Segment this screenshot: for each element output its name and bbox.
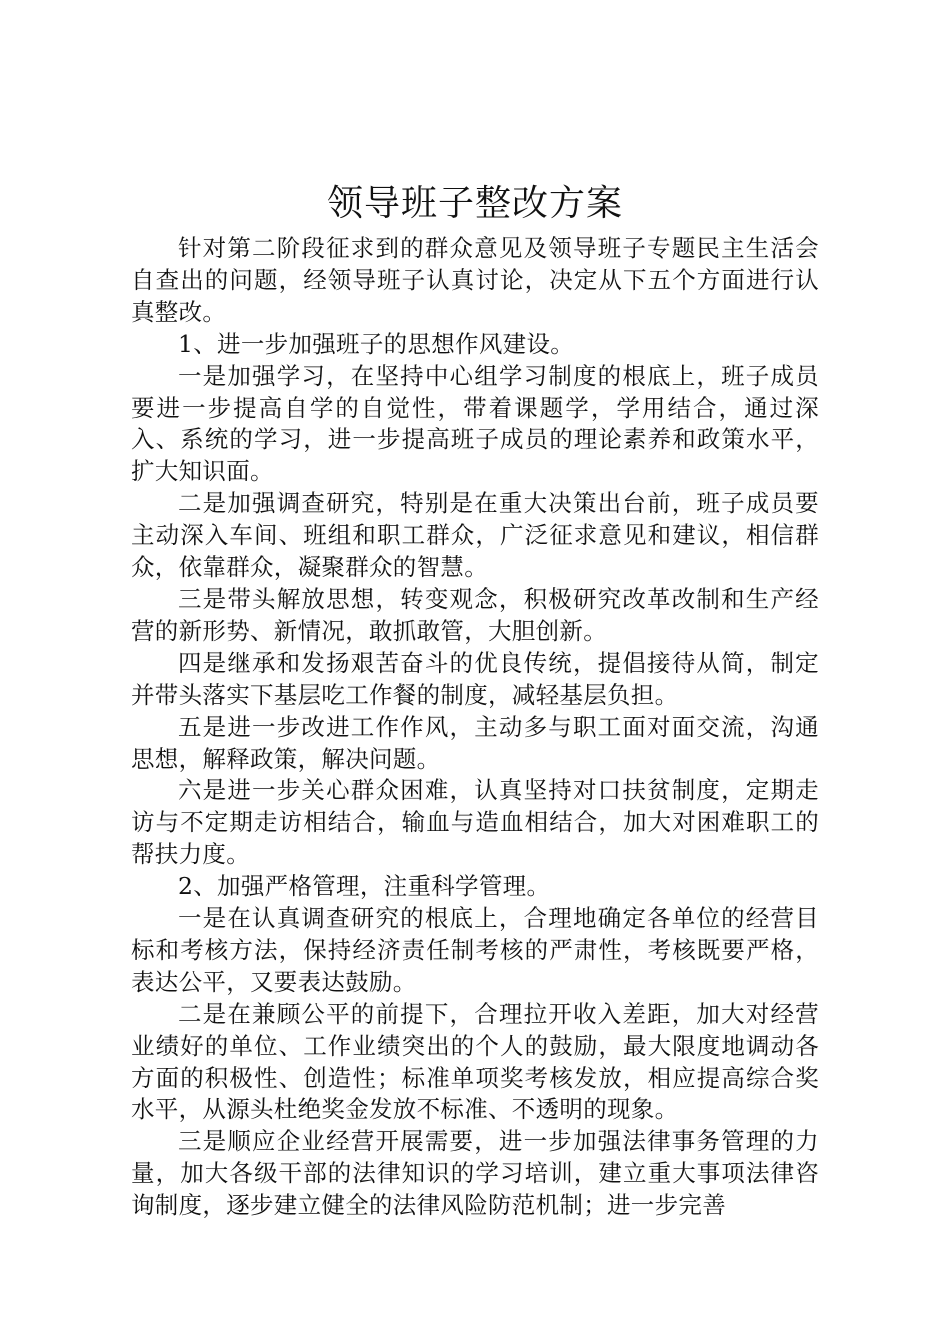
paragraph-2-2: 二是在兼顾公平的前提下，合理拉开收入差距，加大对经营业绩好的单位、工作业绩突出的个人的鼓励，最大限度地调动各方面的积极性、创造性；标准单项奖考核发放，相应提高综合奖水平，从源头杜绝奖金发放不标准、不透明的现象。 — [131, 999, 819, 1124]
paragraph-1-2: 二是加强调查研究，特别是在重大决策出台前，班子成员要主动深入车间、班组和职工群众，广泛征求意见和建议，相信群众，依靠群众，凝聚群众的智慧。 — [131, 489, 819, 582]
paragraph-1-6: 六是进一步关心群众困难，认真坚持对口扶贫制度，定期走访与不定期走访相结合，输血与造血相结合，加大对困难职工的帮扶力度。 — [131, 776, 819, 869]
intro-paragraph: 针对第二阶段征求到的群众意见及领导班子专题民主生活会自查出的问题，经领导班子认真讨论，决定从下五个方面进行认真整改。 — [131, 234, 819, 326]
section-heading-1: 1、进一步加强班子的思想作风建设。 — [178, 329, 575, 358]
paragraph-2-3: 三是顺应企业经营开展需要，进一步加强法律事务管理的力量，加大各级干部的法律知识的学习培训，建立重大事项法律咨询制度，逐步建立健全的法律风险防范机制；进一步完善 — [131, 1127, 819, 1220]
document-title: 领导班子整改方案 — [326, 183, 623, 224]
paragraph-1-1: 一是加强学习，在坚持中心组学习制度的根底上，班子成员要进一步提高自学的自觉性，带着课题学，学用结合，通过深入、系统的学习，进一步提高班子成员的理论素养和政策水平，扩大知识面。 — [131, 361, 819, 486]
document-body — [131, 233, 819, 1222]
paragraph-1-5: 五是进一步改进工作作风，主动多与职工面对面交流，沟通思想，解释政策，解决问题。 — [131, 712, 819, 773]
paragraph-2-1: 一是在认真调查研究的根底上，合理地确定各单位的经营目标和考核方法，保持经济责任制考核的严肃性，考核既要严格，表达公平，又要表达鼓励。 — [131, 904, 819, 996]
section-heading-2: 2、加强严格管理，注重科学管理。 — [178, 872, 551, 901]
paragraph-1-3: 三是带头解放思想，转变观念，积极研究改革改制和生产经营的新形势、新情况，敢抓敢管，大胆创新。 — [131, 584, 819, 645]
paragraph-1-4: 四是继承和发扬艰苦奋斗的优良传统，提倡接待从简，制定并带头落实下基层吃工作餐的制度，减轻基层负担。 — [131, 648, 819, 709]
